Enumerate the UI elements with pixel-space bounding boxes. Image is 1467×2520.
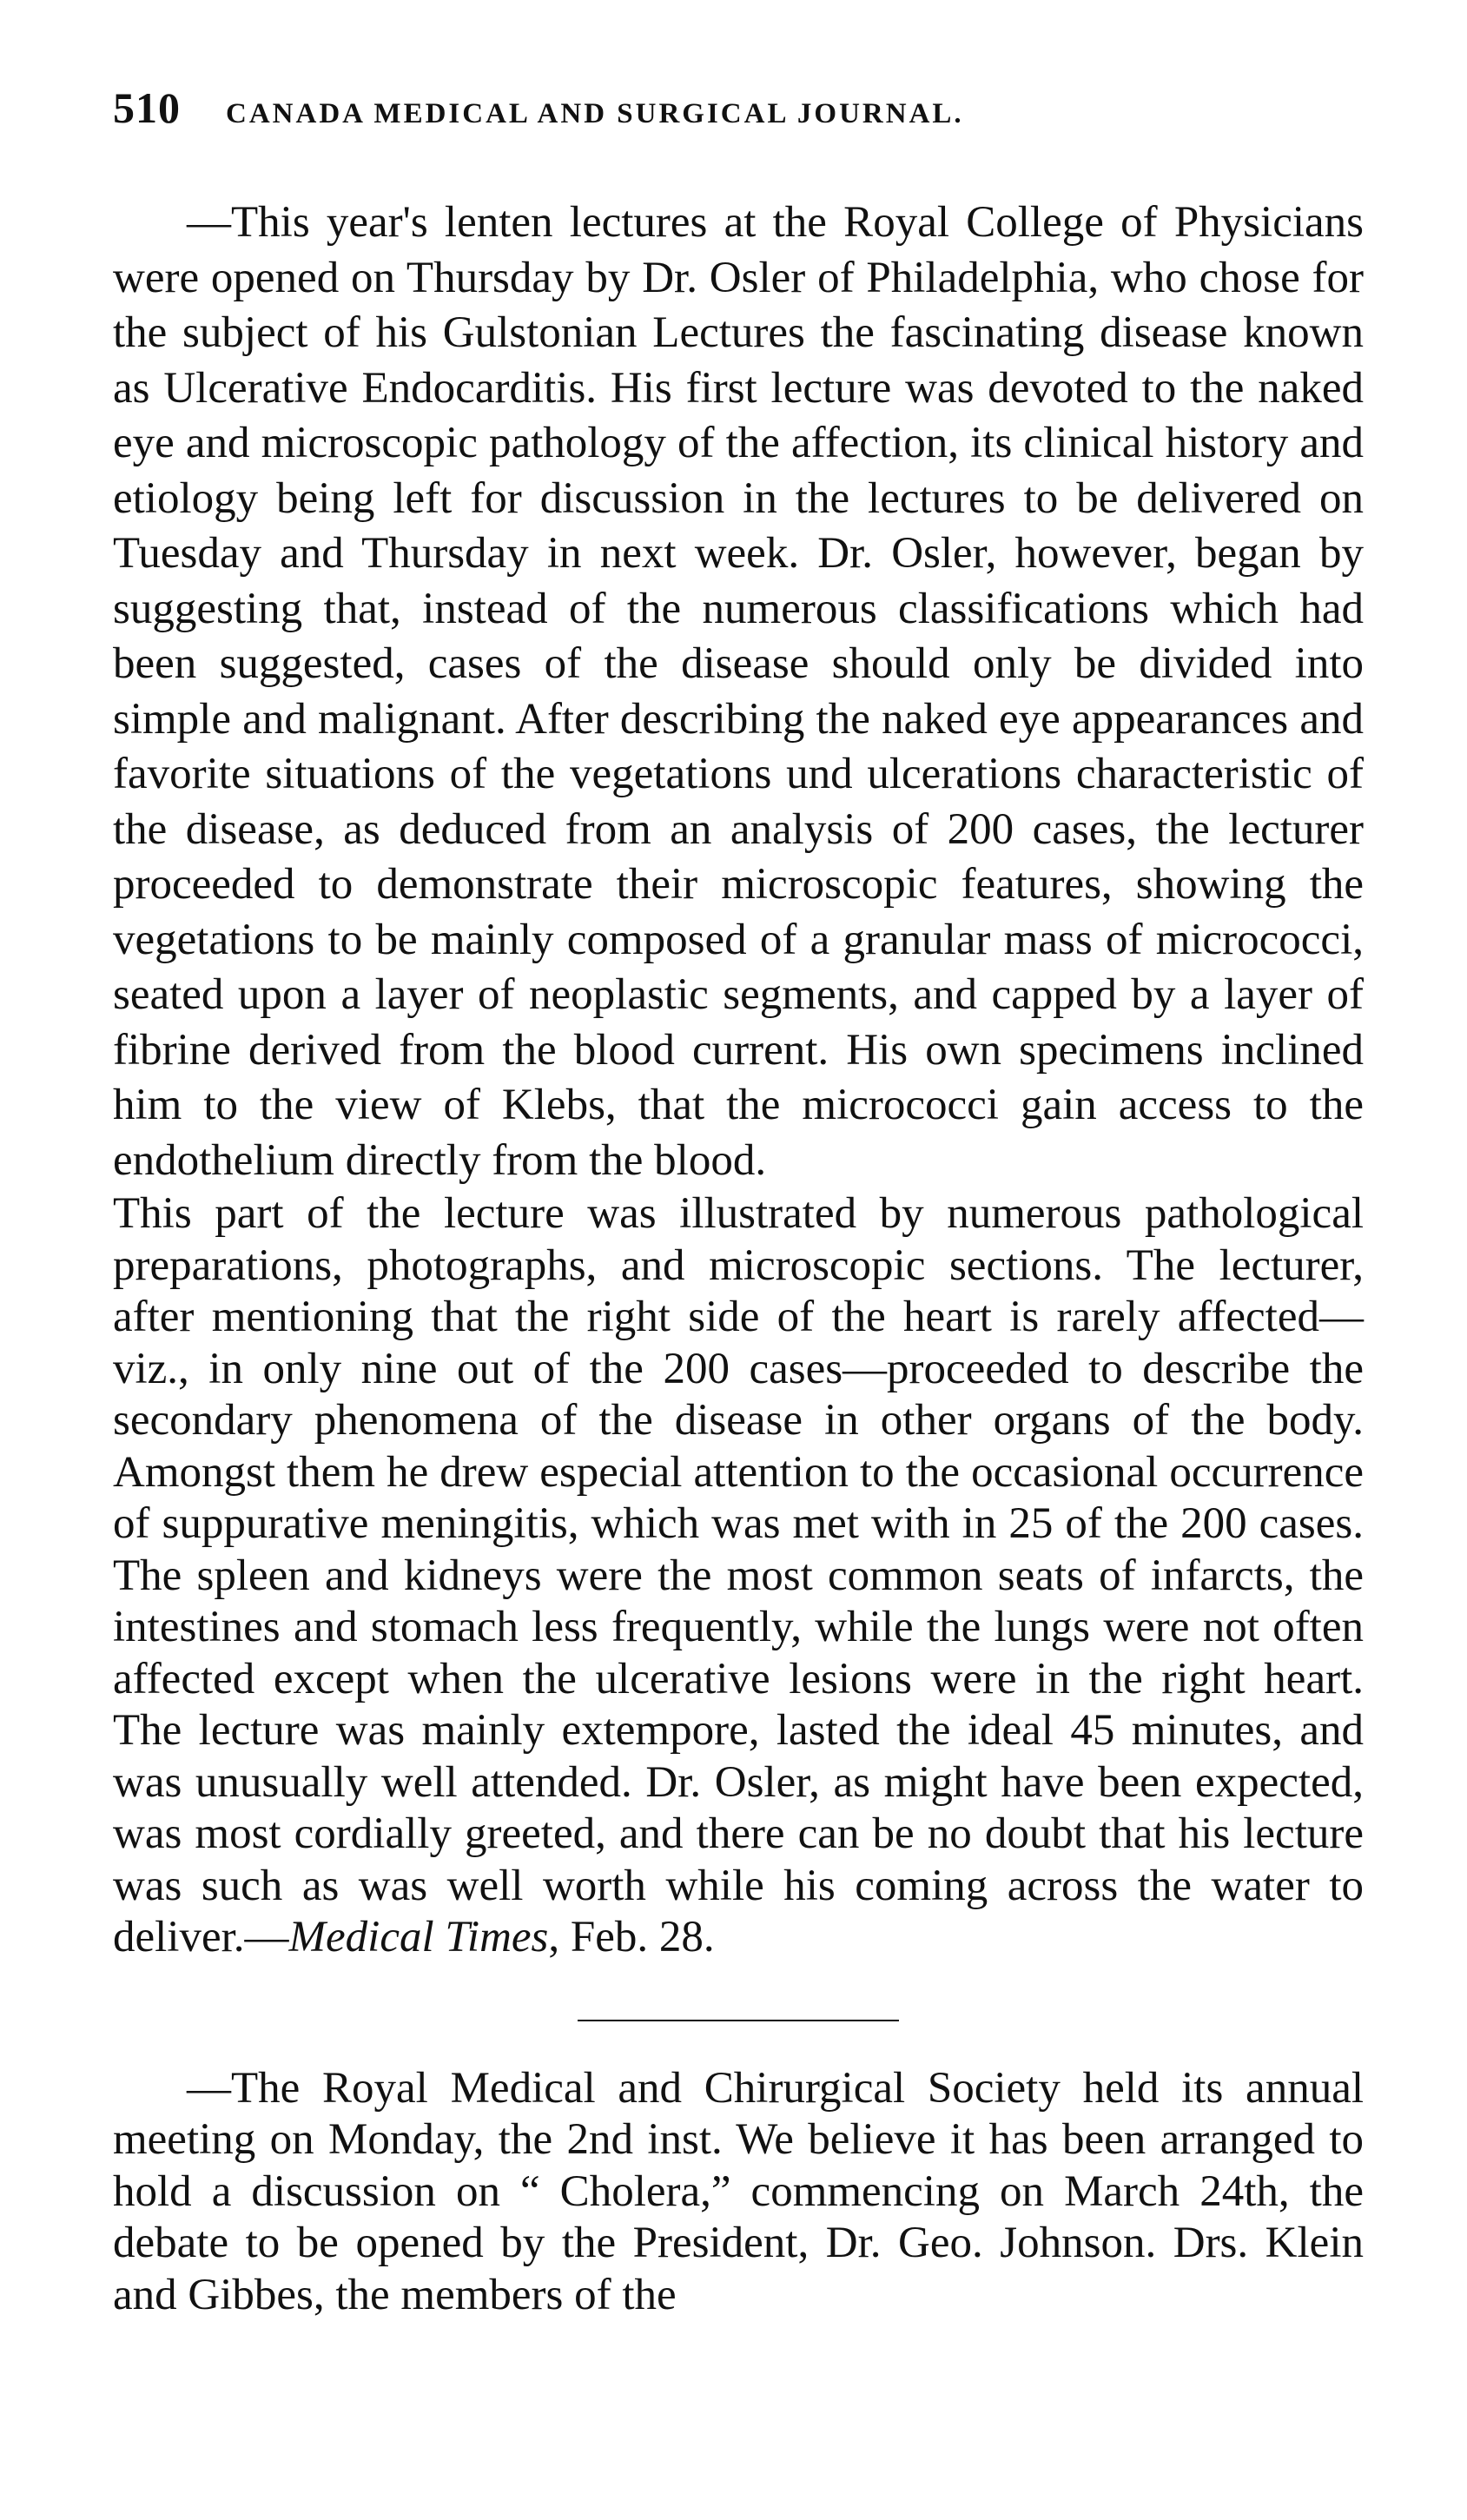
article-osler-lectures [113,195,1364,1964]
page-number: 510 [113,83,181,132]
article-paragraph-continued [113,1188,1364,1964]
article-paragraph: —This year's lenten lectures at the Royal College of Physicians were opened on Thursday by Dr. Osler of Philadelphia, who chose for the subject of his Gulstonian Lectures the fascinating disease known as Ulcerative Endocarditis. His first lecture was devoted to the naked eye and microscopic pathology of the affection, its clinical history and etiology being left for discussion in the lectures to be delivered on Tuesday and Thursday in next week. Dr. Osler, however, began by suggesting that, instead of the numerous classifications which had been suggested, cases of the disease should only be divided into simple and malignant. After describing the naked eye appearances and favorite situations of the vegetations und ulcerations characteristic of the disease, as deduced from an analysis of 200 cases, the lecturer proceeded to demonstrate their microscopic features, showing the vegetations to be mainly composed of a granular mass of micrococci, seated upon a layer of neoplastic segments, and capped by a layer of fibrine derived from the blood current. His own specimens inclined him to the view of Klebs, that the micrococci gain access to the endothelium directly from the blood. [113,198,1364,1185]
journal-page [113,83,1364,2321]
article-royal-society [113,2063,1364,2322]
source-citation: Medical Times [288,1913,549,1961]
article-text: This part of the lecture was illustrated by numerous pathological preparations, photographs, and microscopic sections. The lecturer, after mentioning that the right side of the heart is rarely affected—viz., in only nine out of the 200 cases—proceeded to describe the secondary phenomena of the disease in other organs of the body. Amongst them he drew especial attention to the occasional occurrence of suppurative meningitis, which was met with in 25 of the 200 cases. The spleen and kidneys were the most common seats of infarcts, the intestines and stomach less frequently, while the lungs were not often affected except when the ulcerative lesions were in the right heart. The lecture was mainly extempore, lasted the ideal 45 minutes, and was unusually well attended. Dr. Osler, as might have been expected, was most cordially greeted, and there can be no doubt that his lecture was such as was well worth while his coming across the water to deliver.— [113,1189,1364,1961]
running-head [113,83,1364,143]
article-paragraph: —The Royal Medical and Chirurgical Society held its annual meeting on Monday, the 2nd inst. We believe it has been arranged to hold a discussion on “ Cholera,” commencing on March 24th, the debate to be opened by the President, Dr. Geo. Johnson. Drs. Klein and Gibbes, the members of the [113,2063,1364,2319]
section-divider [578,2020,899,2021]
journal-title: CANADA MEDICAL AND SURGICAL JOURNAL. [226,98,964,129]
source-date: , Feb. 28. [548,1913,715,1961]
